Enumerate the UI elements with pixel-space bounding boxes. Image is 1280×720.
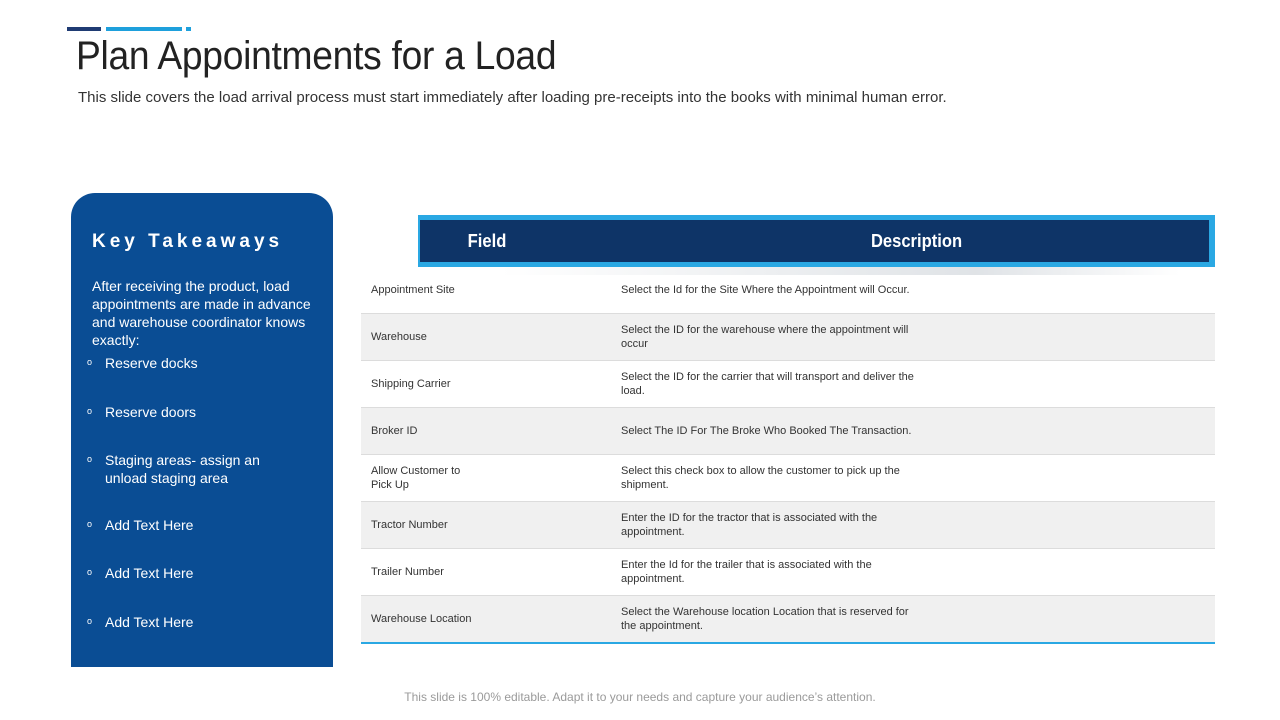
field-cell: Allow Customer to Pick Up	[371, 465, 461, 491]
description-cell: Select this check box to allow the customer to pick up the shipment.	[621, 465, 900, 491]
takeaway-text: Staging areas- assign an unload staging area	[105, 452, 260, 486]
takeaway-text: Add Text Here	[105, 565, 194, 581]
takeaway-text: Reserve docks	[105, 355, 198, 371]
takeaway-text: Add Text Here	[105, 517, 194, 533]
column-header-description: Description	[870, 231, 963, 251]
field-cell: Trailer Number	[371, 566, 444, 578]
table-row	[361, 596, 1215, 644]
table-row	[361, 361, 1215, 408]
description-cell: Select the ID for the carrier that will transport and deliver the load.	[621, 371, 914, 397]
key-takeaways-intro: After receiving the product, load appointments are made in advance and warehouse coordinator knows exactly:	[92, 278, 311, 348]
table-row	[361, 267, 1215, 314]
description-cell: Enter the ID for the tractor that is associated with the appointment.	[621, 512, 878, 538]
bullet-icon: o	[87, 357, 93, 367]
field-cell: Appointment Site	[371, 284, 455, 296]
title-accent-bar-dot	[186, 27, 191, 31]
field-cell: Warehouse	[371, 331, 427, 343]
bullet-icon: o	[87, 454, 93, 464]
takeaway-text: Add Text Here	[105, 614, 194, 630]
bullet-icon: o	[87, 406, 93, 416]
page-title: Plan Appointments for a Load	[76, 34, 557, 78]
field-cell: Warehouse Location	[371, 613, 472, 625]
page-subtitle: This slide covers the load arrival process must start immediately after loading pre-receipts into the books with minimal human error.	[78, 89, 947, 106]
title-accent-bar-dark	[67, 27, 101, 31]
description-cell: Select the Warehouse location Location that is reserved for the appointment.	[621, 606, 909, 632]
table-row	[361, 455, 1215, 502]
description-cell: Select The ID For The Broke Who Booked The Transaction.	[621, 425, 912, 437]
key-takeaways-heading: Key Takeaways	[92, 231, 284, 252]
title-accent-bar-light	[106, 27, 182, 31]
table-row	[361, 314, 1215, 361]
bullet-icon: o	[87, 519, 93, 529]
table-row	[361, 549, 1215, 596]
column-header-field: Field	[467, 231, 507, 251]
field-cell: Broker ID	[371, 425, 418, 437]
table-row	[361, 408, 1215, 455]
table-row	[361, 502, 1215, 549]
key-takeaways-panel	[71, 193, 333, 667]
bullet-icon: o	[87, 616, 93, 626]
field-cell: Shipping Carrier	[371, 378, 451, 390]
field-cell: Tractor Number	[371, 519, 448, 531]
description-cell: Select the Id for the Site Where the Appointment will Occur.	[621, 284, 910, 296]
takeaway-text: Reserve doors	[105, 404, 197, 420]
table-header	[420, 220, 1209, 262]
bullet-icon: o	[87, 567, 93, 577]
description-cell: Select the ID for the warehouse where the appointment will occur	[621, 324, 909, 350]
footer-note: This slide is 100% editable. Adapt it to your needs and capture your audience’s attention.	[404, 690, 876, 704]
description-cell: Enter the Id for the trailer that is associated with the appointment.	[621, 559, 872, 585]
